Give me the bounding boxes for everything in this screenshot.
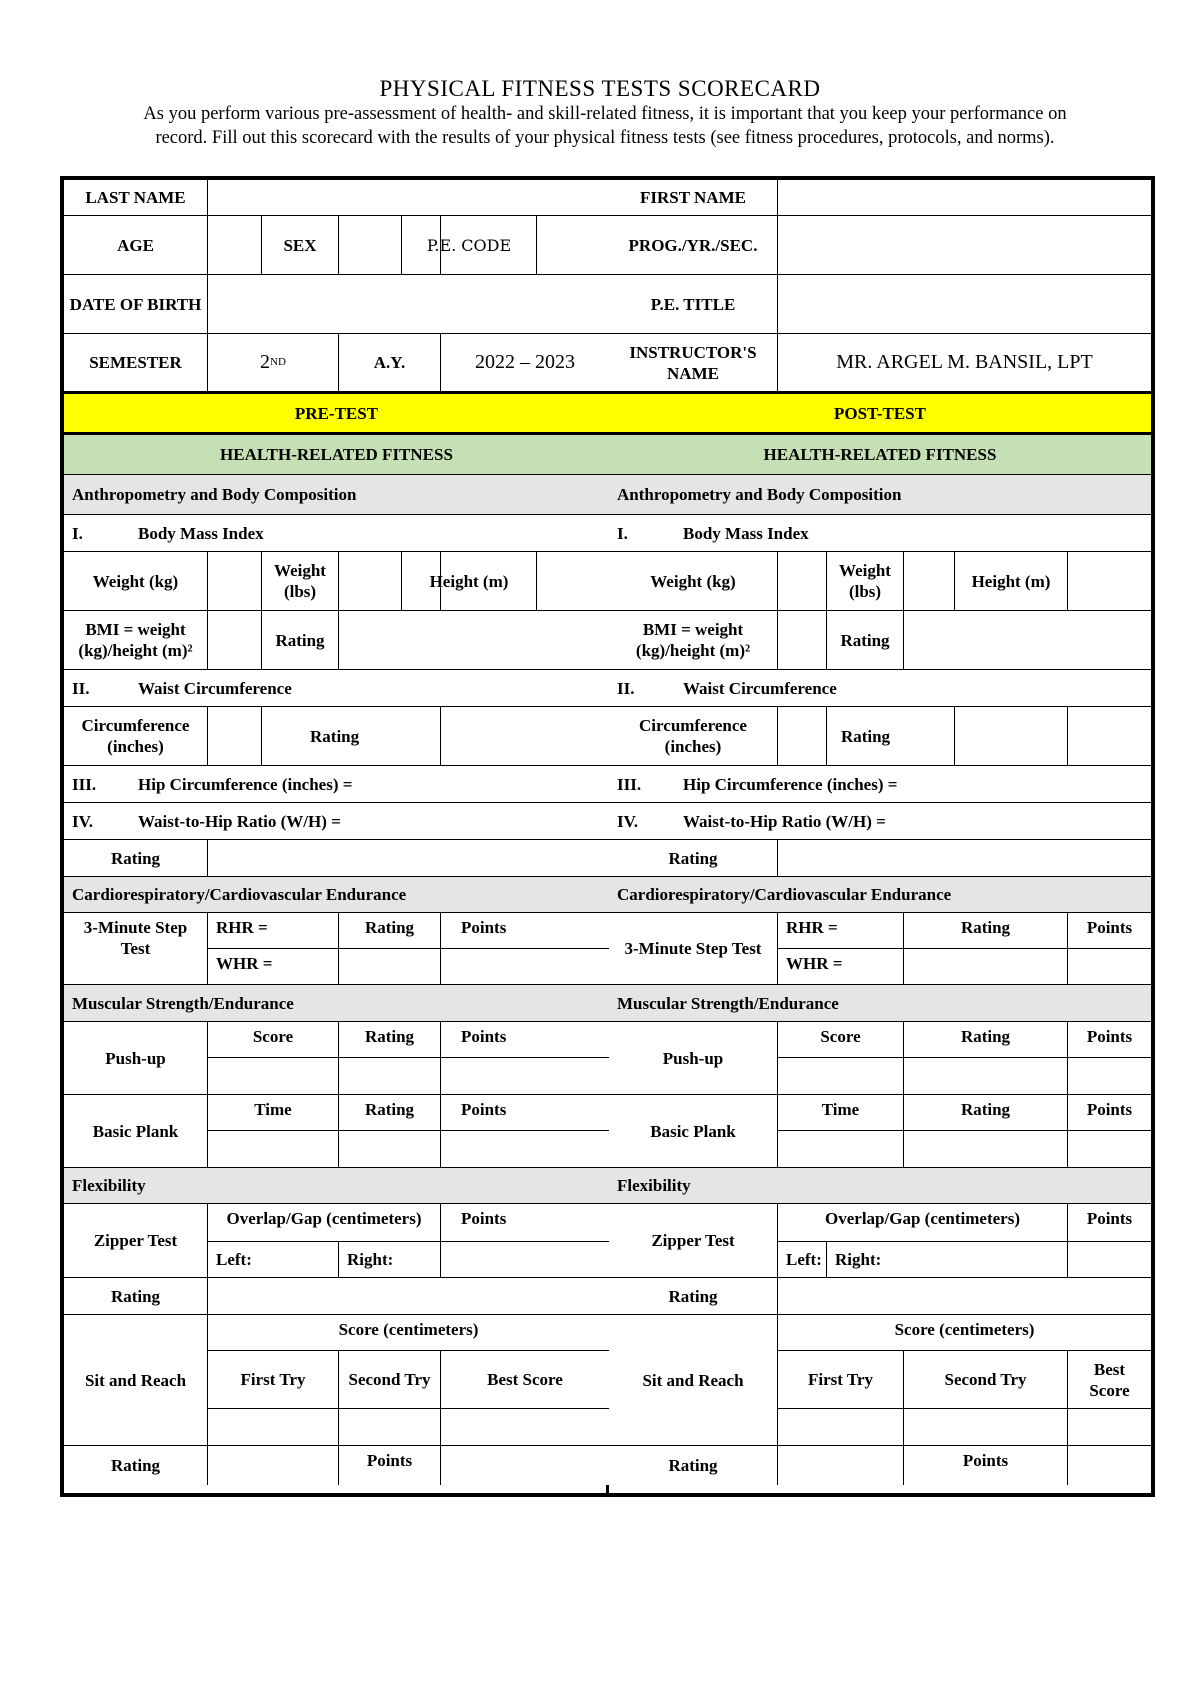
pre-first-try-label: First Try [208, 1351, 339, 1409]
post-step-points-label: Points [1068, 913, 1151, 949]
post-pushup-score-field[interactable] [778, 1058, 904, 1095]
age-field[interactable] [208, 216, 262, 275]
post-circumference-label: Circumference (inches) [609, 707, 778, 766]
pre-plank-rating-label: Rating [339, 1095, 441, 1131]
pre-pushup-score-label: Score [208, 1022, 339, 1058]
post-step-points-field[interactable] [1068, 949, 1151, 985]
post-overlap-label: Overlap/Gap (centimeters) [778, 1204, 1068, 1242]
post-bmi-rating-field[interactable] [904, 611, 1151, 670]
pre-weight-lbs-label: Weight (lbs) [262, 552, 339, 611]
pre-whr-title [64, 803, 609, 840]
intro-line-1: As you perform various pre-assessment of health- and skill-related fitness, it is important that you keep your performance on [143, 104, 1067, 124]
pre-pushup-rating-label: Rating [339, 1022, 441, 1058]
post-sitreach-rating-label: Rating [609, 1446, 778, 1485]
pre-step-rating-label: Rating [339, 913, 441, 949]
pre-plank-time-field[interactable] [208, 1131, 339, 1168]
pre-bmi-rating-field[interactable] [339, 611, 609, 670]
pre-waist-rating-label: Rating [262, 707, 441, 766]
pre-hip-title [64, 766, 609, 803]
post-weight-lbs-label: Weight (lbs) [827, 552, 904, 611]
post-health-heading: HEALTH-RELATED FITNESS [609, 435, 1151, 475]
pre-pushup-points-field[interactable] [441, 1058, 609, 1095]
pre-height-cell [429, 552, 609, 611]
pe-code-label: P.E. CODE [402, 216, 537, 274]
post-pushup-points-label: Points [1068, 1022, 1151, 1058]
post-plank-rating-field[interactable] [904, 1131, 1068, 1168]
pre-circumference-label: Circumference (inches) [64, 707, 208, 766]
post-zipper-right[interactable]: Right: [827, 1242, 1068, 1278]
post-whr-label[interactable]: WHR = [778, 949, 904, 985]
scorecard-form [60, 176, 1155, 1497]
post-height-label: Height (m) [971, 571, 1051, 591]
pre-muscular-heading: Muscular Strength/Endurance [64, 985, 609, 1022]
post-second-try-field[interactable] [904, 1409, 1068, 1446]
pre-health-heading: HEALTH-RELATED FITNESS [64, 435, 609, 475]
pre-bmi-title-text: Body Mass Index [138, 523, 264, 543]
post-zipper-left[interactable]: Left: [778, 1242, 827, 1278]
pre-sitreach-rating-field[interactable] [208, 1446, 339, 1485]
pre-sitreach-points-field[interactable] [441, 1446, 609, 1485]
post-pushup-label: Push-up [609, 1022, 778, 1095]
pre-step-points-field[interactable] [441, 949, 609, 985]
post-plank-rating-label: Rating [904, 1095, 1068, 1131]
last-name-field[interactable] [208, 180, 609, 216]
post-height-field[interactable] [1068, 552, 1151, 611]
post-roman-4: IV. [617, 811, 638, 831]
post-pushup-points-field[interactable] [1068, 1058, 1151, 1095]
prog-field[interactable] [778, 216, 1151, 275]
pre-zipper-rating-field[interactable] [208, 1278, 609, 1315]
pre-test-heading: PRE-TEST [64, 394, 609, 435]
sex-field[interactable] [339, 216, 402, 274]
pre-second-try-field[interactable] [339, 1409, 441, 1446]
pre-hip-title-text: Hip Circumference (inches) = [138, 774, 353, 794]
post-weight-kg-label: Weight (kg) [609, 552, 778, 611]
post-cardio-heading: Cardiorespiratory/Cardiovascular Endurance [609, 877, 1151, 913]
pre-bmi-rating-label: Rating [262, 611, 339, 670]
post-pushup-rating-label: Rating [904, 1022, 1068, 1058]
post-waist-rating-pad [904, 707, 955, 765]
pre-zipper-right[interactable]: Right: [339, 1242, 441, 1278]
pre-anthro-heading: Anthropometry and Body Composition [64, 475, 609, 515]
post-test-column [609, 180, 1151, 1493]
pre-weight-kg-field[interactable] [208, 552, 262, 611]
last-name-label: LAST NAME [64, 180, 208, 216]
post-sitreach-rating-field[interactable] [778, 1446, 904, 1485]
post-whr-title-text: Waist-to-Hip Ratio (W/H) = [683, 811, 886, 831]
post-zipper-rating-field[interactable] [778, 1278, 1151, 1315]
post-zipper-label: Zipper Test [609, 1204, 778, 1278]
semester-label: SEMESTER [64, 334, 208, 394]
post-step-test-label: 3-Minute Step Test [609, 913, 778, 985]
post-bmi-title-text: Body Mass Index [683, 523, 809, 543]
first-name-label: FIRST NAME [609, 180, 778, 216]
post-plank-time-field[interactable] [778, 1131, 904, 1168]
semester-suffix: ND [270, 356, 286, 368]
pre-roman-3: III. [72, 774, 97, 794]
intro-line-2: record. Fill out this scorecard with the results of your physical fitness tests (see fitness procedures, protocols, and norms). [155, 128, 1055, 148]
post-best-score-field[interactable] [1068, 1409, 1151, 1446]
post-waist-rating-label: Rating [827, 707, 904, 766]
pre-plank-points-label: Points [441, 1095, 609, 1131]
post-bmi-field[interactable] [778, 611, 827, 670]
pre-ratio-rating-field[interactable] [208, 840, 609, 877]
pre-sitreach-points-label: Points [339, 1446, 441, 1485]
pre-bmi-field[interactable] [208, 611, 262, 670]
post-waist-title-text: Waist Circumference [683, 678, 837, 698]
pe-title-field[interactable] [778, 275, 1151, 334]
post-test-heading: POST-TEST [609, 394, 1151, 435]
post-roman-3: III. [617, 774, 642, 794]
pre-best-score-label: Best Score [441, 1351, 609, 1409]
ay-value[interactable]: 2022 – 2023 [441, 334, 609, 394]
instructor-label: INSTRUCTOR'S NAME [609, 334, 778, 394]
sex-label: SEX [262, 216, 339, 275]
post-anthro-heading: Anthropometry and Body Composition [609, 475, 1151, 515]
post-zipper-rating-label: Rating [609, 1278, 778, 1315]
pre-whr-label[interactable]: WHR = [208, 949, 339, 985]
pre-zipper-points-field[interactable] [441, 1242, 609, 1278]
post-hip-title-text: Hip Circumference (inches) = [683, 774, 898, 794]
scorecard-grid [64, 180, 1151, 1493]
post-bmi-rating-label: Rating [827, 611, 904, 670]
post-first-try-field[interactable] [778, 1409, 904, 1446]
pre-score-cm-label: Score (centimeters) [208, 1315, 609, 1351]
pre-flex-heading: Flexibility [64, 1168, 609, 1204]
post-ratio-rating-label: Rating [609, 840, 778, 877]
dob-field[interactable] [208, 275, 609, 334]
post-whr-title [609, 803, 1151, 840]
post-weight-kg-field[interactable] [778, 552, 827, 611]
pre-sitreach-label: Sit and Reach [64, 1315, 208, 1446]
pre-first-try-field[interactable] [208, 1409, 339, 1446]
dob-label: DATE OF BIRTH [64, 275, 208, 334]
pre-pushup-score-field[interactable] [208, 1058, 339, 1095]
post-step-rating-field[interactable] [904, 949, 1068, 985]
post-bmi-title [609, 515, 1151, 552]
post-zipper-points-field[interactable] [1068, 1242, 1151, 1278]
pre-zipper-label: Zipper Test [64, 1204, 208, 1278]
post-best-score-label: Best Score [1068, 1351, 1151, 1409]
pre-plank-label: Basic Plank [64, 1095, 208, 1168]
post-zipper-points-label: Points [1068, 1204, 1151, 1242]
pre-best-score-field[interactable] [441, 1409, 609, 1446]
post-plank-points-field[interactable] [1068, 1131, 1151, 1168]
intro-text [95, 102, 1115, 150]
pre-bmi-title [64, 515, 609, 552]
first-name-field[interactable] [778, 180, 1151, 216]
post-muscular-heading: Muscular Strength/Endurance [609, 985, 1151, 1022]
pre-zipper-points-label: Points [441, 1204, 609, 1242]
pre-step-points-label: Points [441, 913, 609, 949]
pre-pushup-rating-field[interactable] [339, 1058, 441, 1095]
pre-second-try-label: Second Try [339, 1351, 441, 1409]
post-waist-rating-extra[interactable] [1068, 707, 1151, 766]
pre-pushup-label: Push-up [64, 1022, 208, 1095]
post-sitreach-points-field[interactable] [1068, 1446, 1151, 1485]
post-bmi-formula: BMI = weight (kg)/height (m)² [609, 611, 778, 670]
pre-waist-title [64, 670, 609, 707]
post-roman-1: I. [617, 523, 628, 543]
post-plank-label: Basic Plank [609, 1095, 778, 1168]
pre-waist-rating-field[interactable] [441, 707, 609, 766]
pre-step-test-label: 3-Minute Step Test [64, 913, 208, 985]
pe-title-label: P.E. TITLE [609, 275, 778, 334]
post-height-wrap [904, 552, 1068, 611]
post-flex-heading: Flexibility [609, 1168, 1151, 1204]
post-waist-rating-wrap [904, 707, 1068, 766]
pre-sitreach-rating-label: Rating [64, 1446, 208, 1485]
pre-ratio-rating-label: Rating [64, 840, 208, 877]
pre-bmi-formula: BMI = weight (kg)/height (m)² [64, 611, 208, 670]
pre-roman-1: I. [72, 523, 83, 543]
pre-roman-2: II. [72, 678, 90, 698]
pre-plank-rating-field[interactable] [339, 1131, 441, 1168]
pre-pushup-points-label: Points [441, 1022, 609, 1058]
pre-weight-lbs-field[interactable] [339, 552, 402, 610]
pre-circumference-field[interactable] [208, 707, 262, 766]
post-plank-time-label: Time [778, 1095, 904, 1131]
post-sitreach-label: Sit and Reach [609, 1315, 778, 1446]
post-pushup-score-label: Score [778, 1022, 904, 1058]
prog-label: PROG./YR./SEC. [609, 216, 778, 275]
pre-roman-4: IV. [72, 811, 93, 831]
post-score-cm-label: Score (centimeters) [778, 1315, 1151, 1351]
post-waist-title [609, 670, 1151, 707]
semester-number: 2 [260, 351, 271, 373]
post-rhr-label[interactable]: RHR = [778, 913, 904, 949]
pre-step-rating-field[interactable] [339, 949, 441, 985]
post-hip-title [609, 766, 1151, 803]
post-second-try-label: Second Try [904, 1351, 1068, 1409]
pre-overlap-label: Overlap/Gap (centimeters) [208, 1204, 441, 1242]
pre-weight-kg-label: Weight (kg) [64, 552, 208, 611]
post-first-try-label: First Try [778, 1351, 904, 1409]
post-roman-2: II. [617, 678, 635, 698]
pre-test-column [64, 180, 609, 1493]
pe-code-cell [426, 216, 609, 275]
pre-waist-title-text: Waist Circumference [138, 678, 292, 698]
age-label: AGE [64, 216, 208, 275]
post-plank-points-label: Points [1068, 1095, 1151, 1131]
pre-whr-title-text: Waist-to-Hip Ratio (W/H) = [138, 811, 341, 831]
pre-height-label: Height (m) [402, 552, 537, 610]
pre-zipper-rating-label: Rating [64, 1278, 208, 1315]
post-circumference-field[interactable] [778, 707, 827, 766]
instructor-value[interactable]: MR. ARGEL M. BANSIL, LPT [778, 334, 1151, 394]
ay-label: A.Y. [339, 334, 441, 394]
pre-plank-time-label: Time [208, 1095, 339, 1131]
post-sitreach-points-label: Points [904, 1446, 1068, 1485]
pre-cardio-heading: Cardiorespiratory/Cardiovascular Endurance [64, 877, 609, 913]
pre-rhr-label[interactable]: RHR = [208, 913, 339, 949]
post-step-rating-label: Rating [904, 913, 1068, 949]
pre-plank-points-field[interactable] [441, 1131, 609, 1168]
pre-zipper-left[interactable]: Left: [208, 1242, 339, 1278]
post-ratio-rating-field[interactable] [778, 840, 1151, 877]
page-title: PHYSICAL FITNESS TESTS SCORECARD [379, 76, 821, 101]
semester-value[interactable] [208, 334, 339, 394]
post-pushup-rating-field[interactable] [904, 1058, 1068, 1095]
post-weight-lbs-field[interactable] [904, 552, 955, 610]
